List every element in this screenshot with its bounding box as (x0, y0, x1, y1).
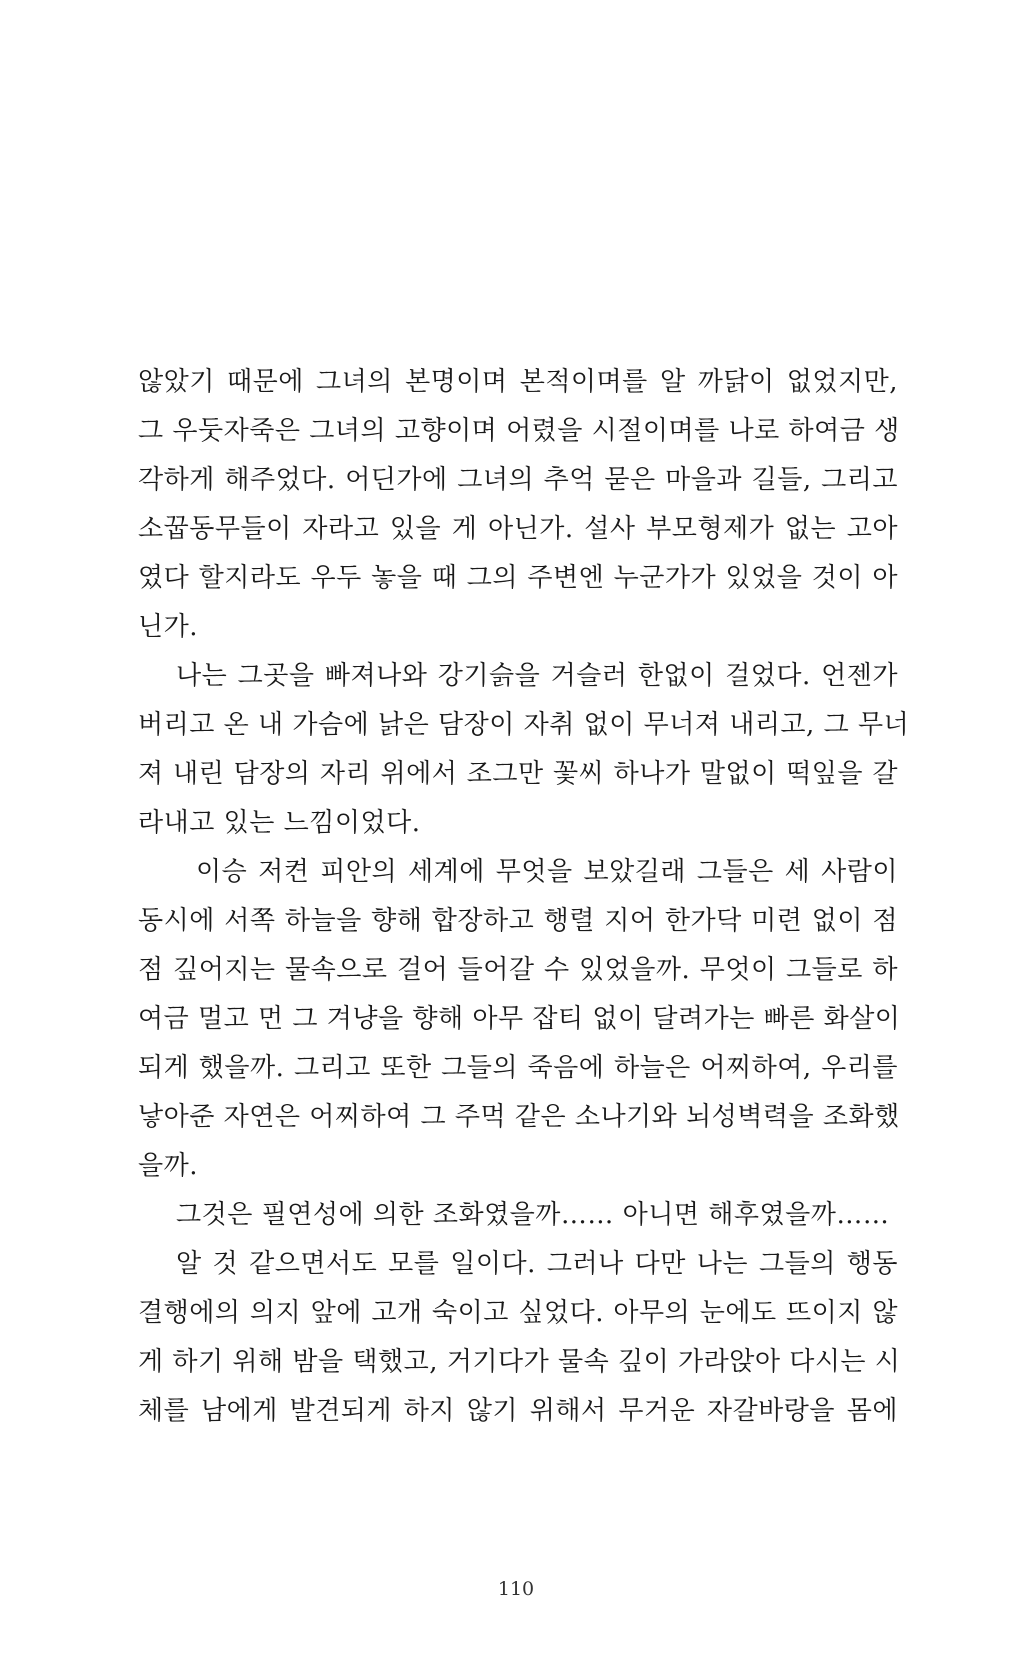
page-number: 110 (497, 1578, 535, 1600)
paragraph-first-line: 알 것 같으면서도 모를 일이다. 그러나 다만 나는 그들의 행동 (176, 1249, 898, 1279)
text-line: 그 우둣자죽은 그녀의 고향이며 어렸을 시절이며를 나로 하여금 생 (138, 416, 900, 446)
text-line: 소꿉동무들이 자라고 있을 게 아닌가. 설사 부모형제가 없는 고아 (138, 514, 898, 544)
text-line: 게 하기 위해 밤을 택했고, 거기다가 물속 깊이 가라앉아 다시는 시 (138, 1347, 901, 1377)
paragraph-first-line: 나는 그곳을 빠져나와 강기슭을 거슬러 한없이 걸었다. 언젠가 (176, 661, 898, 691)
text-line: 을까. (138, 1151, 198, 1181)
text-line: 체를 남에게 발견되게 하지 않기 위해서 무거운 자갈바랑을 몸에 (138, 1396, 898, 1426)
text-line: 라내고 있는 느낌이었다. (138, 808, 421, 838)
paragraph-first-line: 이승 저켠 피안의 세계에 무엇을 보았길래 그들은 세 사람이 (196, 857, 898, 887)
text-line: 낳아준 자연은 어찌하여 그 주먹 같은 소나기와 뇌성벽력을 조화했 (138, 1102, 900, 1132)
text-line: 닌가. (138, 612, 198, 642)
text-line: 점 깊어지는 물속으로 걸어 들어갈 수 있었을까. 무엇이 그들로 하 (138, 955, 898, 985)
text-line: 결행에의 의지 앞에 고개 숙이고 싶었다. 아무의 눈에도 뜨이지 않 (138, 1298, 898, 1328)
text-line: 되게 했을까. 그리고 또한 그들의 죽음에 하늘은 어찌하여, 우리를 (138, 1053, 898, 1083)
text-line: 였다 할지라도 우두 놓을 때 그의 주변엔 누군가가 있었을 것이 아 (138, 563, 898, 593)
text-line: 여금 멀고 먼 그 겨냥을 향해 아무 잡티 없이 달려가는 빠른 화살이 (138, 1004, 901, 1034)
text-line: 져 내린 담장의 자리 위에서 조그만 꽃씨 하나가 말없이 떡잎을 갈 (138, 759, 898, 789)
text-line: 각하게 해주었다. 어딘가에 그녀의 추억 묻은 마을과 길들, 그리고 (138, 465, 898, 495)
text-line: 동시에 서쪽 하늘을 향해 합장하고 행렬 지어 한가닥 미련 없이 점 (138, 906, 898, 936)
text-line: 않았기 때문에 그녀의 본명이며 본적이며를 알 까닭이 없었지만, (138, 367, 898, 397)
text-line: 버리고 온 내 가슴에 낡은 담장이 자취 없이 무너져 내리고, 그 무너 (138, 710, 910, 740)
paragraph-first-line: 그것은 필연성에 의한 조화였을까…… 아니면 해후였을까…… (176, 1200, 890, 1230)
